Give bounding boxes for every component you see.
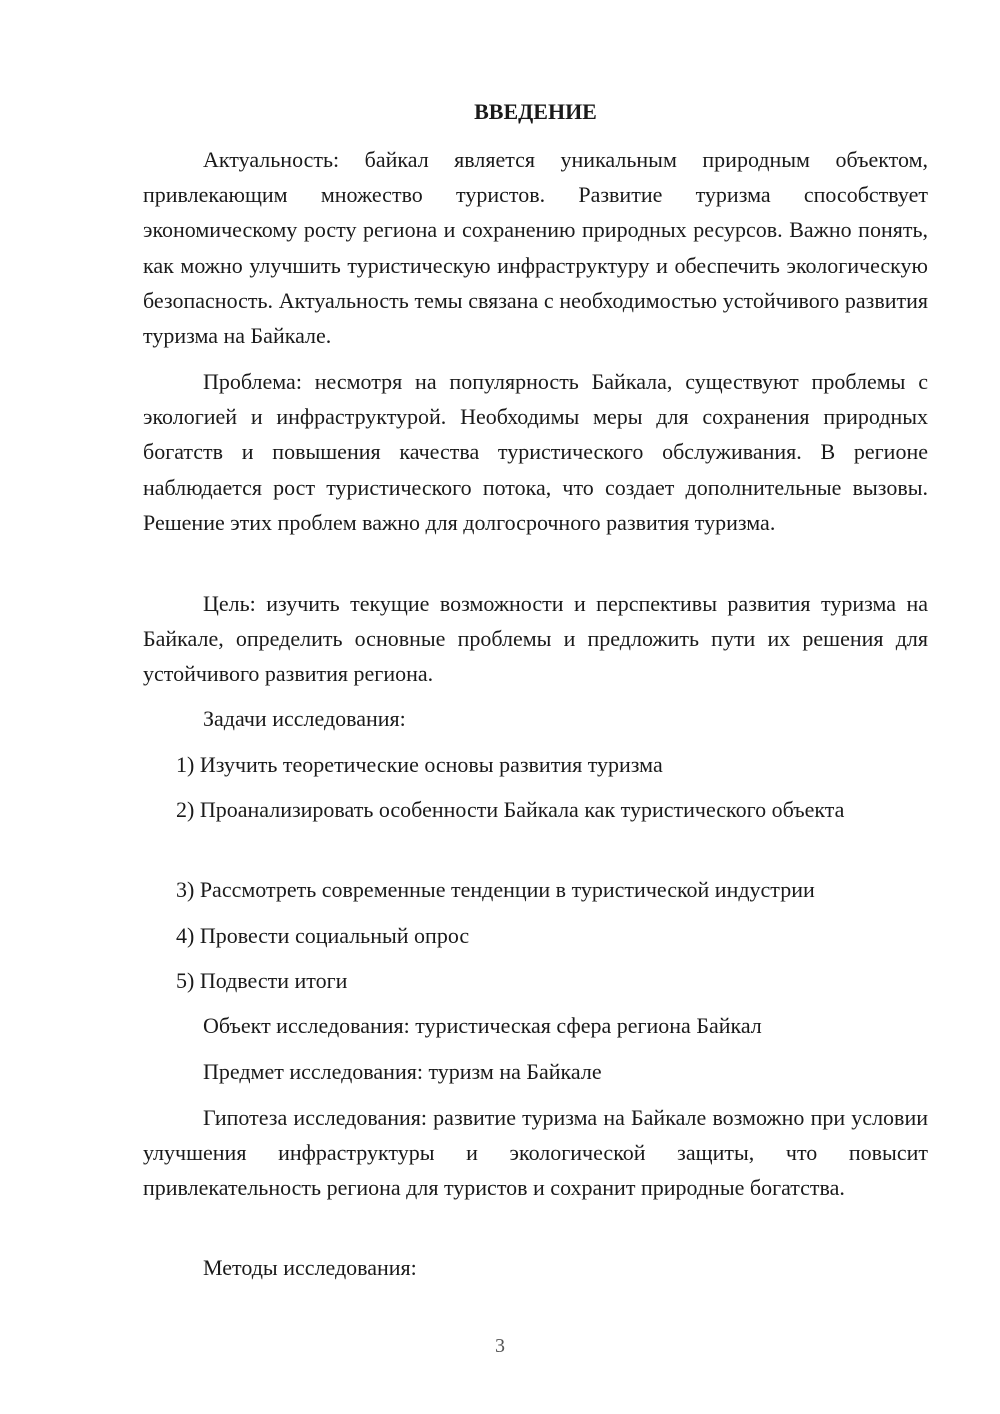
task-item: 4) Провести социальный опрос [176, 923, 470, 948]
hypothesis-paragraph: Гипотеза исследования: развитие туризма на Байкале возможно при условии улучшения инфраструктуры и экологической защиты, что повысит привлекательность региона для туристов и сохранит природные богатства. [143, 1105, 928, 1201]
section-title: ВВЕДЕНИЕ [474, 99, 597, 124]
relevance-paragraph: Актуальность: байкал является уникальным природным объектом, привлекающим множество туристов. Развитие туризма способствует экономическому росту региона и сохранению природных ресурсов. Важно понять, как можно улучшить туристическую инфраструктуру и обеспечить экологическую безопасность. Актуальность темы связана с необходимостью устойчивого развития туризма на Байкале. [143, 147, 928, 349]
research-subject: Предмет исследования: туризм на Байкале [203, 1059, 602, 1084]
problem-paragraph: Проблема: несмотря на популярность Байкала, существуют проблемы с экологией и инфраструктурой. Необходимы меры для сохранения природных богатств и повышения качества туристического обслуживания. В регионе наблюдается рост туристического потока, что создает дополнительные вызовы. Решение этих проблем важно для долгосрочного развития туризма. [143, 369, 928, 535]
task-item: 2) Проанализировать особенности Байкала как туристического объекта [176, 797, 845, 822]
task-item: 3) Рассмотреть современные тенденции в туристической индустрии [176, 877, 815, 902]
tasks-heading: Задачи исследования: [203, 706, 406, 731]
research-object: Объект исследования: туристическая сфера региона Байкал [203, 1013, 762, 1038]
task-item: 1) Изучить теоретические основы развития туризма [176, 752, 663, 777]
page-number: 3 [495, 1335, 505, 1357]
methods-heading: Методы исследования: [203, 1255, 417, 1280]
task-item: 5) Подвести итоги [176, 968, 348, 993]
goal-paragraph: Цель: изучить текущие возможности и перспективы развития туризма на Байкале, определить основные проблемы и предложить пути их решения для устойчивого развития региона. [143, 591, 928, 687]
